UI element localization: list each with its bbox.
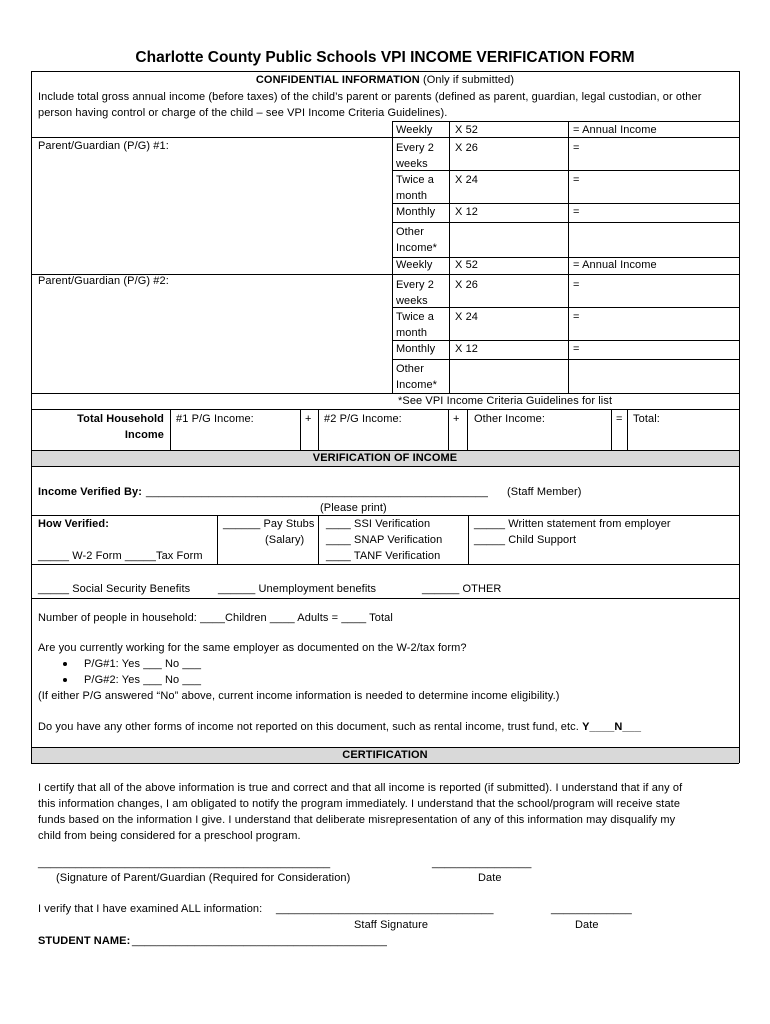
pg1-mult-12: X 12 (455, 206, 479, 218)
if-no-note: (If either P/G answered “No” above, current income information is needed to determine income eligibility.) (38, 690, 560, 702)
pg2-mult-26: X 26 (455, 279, 479, 291)
total-pg2-income: #2 P/G Income: (324, 413, 402, 425)
income-grid-line (392, 203, 739, 204)
bullet-icon (63, 678, 67, 682)
parent-signature-field[interactable]: _______________________________________________ (38, 857, 331, 869)
pg1-freq-weeks: weeks (396, 158, 428, 170)
student-name-field[interactable]: _________________________________________ (132, 935, 387, 947)
income-grid-line (392, 307, 739, 308)
parent-signature-label: (Signature of Parent/Guardian (Required for Consideration) (56, 872, 351, 884)
pg1-eq-2: = (573, 142, 580, 154)
verified-by-input[interactable]: _______________________________________________________ (146, 486, 488, 498)
pg2-freq-other: Other (396, 363, 425, 375)
how-verified-grid-bottom (31, 564, 739, 565)
income-grid-vline (392, 121, 393, 393)
total-household-label-2: Income (124, 429, 164, 441)
pg2-mult-12: X 12 (455, 343, 479, 355)
certification-line-3: funds based on the information I give. I understand that deliberate misrepresentation of any of this information may disqualify my (38, 814, 676, 826)
income-grid-vline (449, 121, 450, 393)
confidential-line-1: Include total gross annual income (before taxes) of the child’s parent or parents (defined as parent, guardian, legal custodian, or other (38, 91, 702, 103)
pg2-mult-24: X 24 (455, 311, 479, 323)
how-verified-vline (318, 515, 319, 564)
pg1-label: Parent/Guardian (P/G) #1: (38, 140, 169, 152)
pg1-freq-income: Income* (396, 242, 438, 254)
total-total: Total: (633, 413, 660, 425)
social-security-option[interactable]: _____ Social Security Benefits (38, 583, 191, 595)
child-support-option[interactable]: _____ Child Support (474, 534, 577, 546)
pg2-freq-every2: Every 2 (396, 279, 434, 291)
other-forms-question-text: Do you have any other forms of income not reported on this document, such as rental income, trust fund, etc. (38, 721, 579, 733)
income-grid-line (392, 222, 739, 223)
pg1-freq-month: month (396, 190, 428, 202)
pg2-eq-2: = (573, 279, 580, 291)
total-grid-vline (627, 409, 628, 450)
income-grid-vline (568, 121, 569, 393)
w2-tax-form-option[interactable]: _____ W-2 Form _____Tax Form (38, 550, 203, 562)
total-plus-2: + (453, 413, 460, 425)
pg2-eq-4: = (573, 343, 580, 355)
confidential-heading (31, 72, 739, 88)
total-plus-1: + (305, 413, 312, 425)
pg2-freq-twice: Twice a (396, 311, 434, 323)
staff-date-field[interactable]: _____________ (551, 903, 632, 915)
how-verified-vline (468, 515, 469, 564)
income-grid-line (392, 121, 739, 122)
pg2-employer-answer[interactable]: P/G#2: Yes ___ No ___ (84, 674, 202, 686)
pg1-mult-52: X 52 (455, 124, 479, 136)
pg1-eq-3: = (573, 174, 580, 186)
pg1-mult-26: X 26 (455, 142, 479, 154)
verification-border-right (739, 450, 740, 763)
total-grid-vline (448, 409, 449, 450)
total-household-label-1: Total Household (77, 413, 164, 425)
form-border-right (739, 71, 740, 450)
bullet-icon (63, 662, 67, 666)
other-option[interactable]: ______ OTHER (422, 583, 502, 595)
pg1-freq-every2: Every 2 (396, 142, 434, 154)
pg2-freq-month: month (396, 327, 428, 339)
pg2-eq-3: = (573, 311, 580, 323)
pg1-eq-4: = (573, 206, 580, 218)
verify-examined-label: I verify that I have examined ALL information: (38, 903, 263, 915)
total-equals: = (616, 413, 623, 425)
income-grid-line (392, 170, 739, 171)
total-grid-vline (300, 409, 301, 450)
other-forms-question (38, 719, 641, 735)
verification-band-bottom (31, 466, 739, 467)
total-grid-vline (467, 409, 468, 450)
staff-member-label: (Staff Member) (507, 486, 582, 498)
student-name-label: STUDENT NAME: (38, 935, 131, 947)
page-title: Charlotte County Public Schools VPI INCOME VERIFICATION FORM (135, 49, 635, 66)
total-grid-vline (318, 409, 319, 450)
pg1-eq-annual: = Annual Income (573, 124, 657, 136)
pg1-employer-answer[interactable]: P/G#1: Yes ___ No ___ (84, 658, 202, 670)
income-grid-line (392, 340, 739, 341)
staff-signature-field[interactable]: ___________________________________ (276, 903, 494, 915)
pg2-mult-52: X 52 (455, 259, 479, 271)
pg2-freq-income: Income* (396, 379, 438, 391)
tanf-option[interactable]: ____ TANF Verification (326, 550, 441, 562)
confidential-line-2: person having control or charge of the child – see VPI Income Criteria Guidelines). (38, 107, 448, 119)
same-employer-question: Are you currently working for the same employer as documented on the W-2/tax form? (38, 642, 467, 654)
parent-date-field[interactable]: ________________ (432, 857, 532, 869)
parent-date-label: Date (478, 872, 502, 884)
how-verified-vline (217, 515, 218, 564)
income-grid-line (392, 359, 739, 360)
certification-band-bottom (31, 763, 739, 764)
pg2-label: Parent/Guardian (P/G) #2: (38, 275, 169, 287)
benefits-divider (31, 598, 739, 599)
how-verified-label: How Verified: (38, 518, 109, 530)
certification-line-2: this information changes, I am obligated to notify the program immediately. I understand that the school/program will receive state (38, 798, 681, 810)
other-forms-yn-field[interactable]: Y____N___ (582, 721, 642, 733)
pg1-freq-monthly: Monthly (396, 206, 436, 218)
certification-line-4: child from being considered for a preschool program. (38, 830, 301, 842)
income-grid-line (31, 393, 739, 394)
verification-heading: VERIFICATION OF INCOME (312, 452, 458, 464)
pg2-freq-weekly: Weekly (396, 259, 433, 271)
total-pg1-income: #1 P/G Income: (176, 413, 254, 425)
income-grid-line (392, 257, 739, 258)
verified-by-label: Income Verified By: (38, 486, 142, 498)
certification-heading: CERTIFICATION (342, 749, 428, 761)
income-footnote: *See VPI Income Criteria Guidelines for list (398, 395, 613, 407)
written-statement-option[interactable]: _____ Written statement from employer (474, 518, 671, 530)
salary-label: (Salary) (265, 534, 305, 546)
staff-signature-label: Staff Signature (354, 919, 429, 931)
income-grid-line (31, 409, 739, 410)
pg1-freq-twice: Twice a (396, 174, 434, 186)
pg2-freq-weeks: weeks (396, 295, 428, 307)
total-grid-vline (611, 409, 612, 450)
pg1-freq-other: Other (396, 226, 425, 238)
please-print-label: (Please print) (320, 502, 387, 514)
certification-line-1: I certify that all of the above information is true and correct and that all income is reported (if submitted). I understand that if any of (38, 782, 683, 794)
total-grid-vline (170, 409, 171, 450)
pg1-mult-24: X 24 (455, 174, 479, 186)
confidential-heading-note: (Only if submitted) (422, 74, 515, 86)
pg2-freq-monthly: Monthly (396, 343, 436, 355)
staff-date-label: Date (575, 919, 599, 931)
pg2-eq-annual: = Annual Income (573, 259, 657, 271)
ssi-option[interactable]: ____ SSI Verification (326, 518, 431, 530)
verification-border-left (31, 450, 32, 763)
pay-stubs-option[interactable]: ______ Pay Stubs (223, 518, 315, 530)
snap-option[interactable]: ____ SNAP Verification (326, 534, 443, 546)
total-other-income: Other Income: (474, 413, 545, 425)
household-people-field[interactable]: Number of people in household: ____Children ____ Adults = ____ Total (38, 612, 393, 624)
pg1-freq-weekly: Weekly (396, 124, 433, 136)
confidential-heading-label: CONFIDENTIAL INFORMATION (255, 74, 420, 86)
unemployment-option[interactable]: ______ Unemployment benefits (218, 583, 377, 595)
